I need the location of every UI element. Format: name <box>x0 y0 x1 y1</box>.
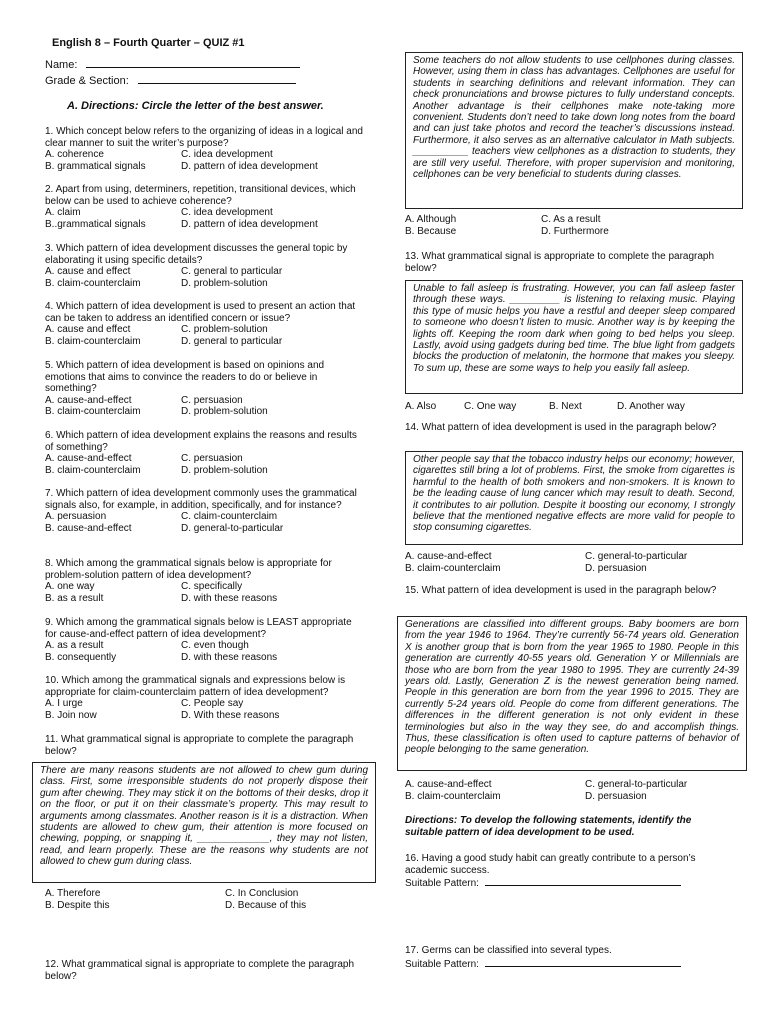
option-a[interactable]: A. coherence <box>45 149 104 161</box>
option-c[interactable]: C. In Conclusion <box>225 888 299 899</box>
option-c[interactable]: C. One way <box>464 401 517 412</box>
question-text: 3. Which pattern of idea development discusses the general topic by elaborating it using specific details? <box>45 243 348 266</box>
option-a[interactable]: A. one way <box>45 581 95 593</box>
option-d[interactable]: D. pattern of idea development <box>181 160 318 172</box>
answer-options <box>45 511 365 534</box>
option-c[interactable]: C. As a result <box>541 214 601 225</box>
question-16 <box>405 853 735 890</box>
option-d[interactable]: D. with these reasons <box>181 651 278 663</box>
question-text: 16. Having a good study habit can greatly contribute to a person’s academic success. <box>405 853 696 876</box>
suitable-pattern-label: Suitable Pattern: <box>405 878 479 890</box>
question-text: 11. What grammatical signal is appropriate to complete the paragraph below? <box>45 734 354 757</box>
option-a[interactable]: A. as a result <box>45 640 104 652</box>
answer-options <box>45 453 365 476</box>
option-b[interactable]: B. claim-counterclaim <box>45 406 141 418</box>
question-text: 13. What grammatical signal is appropriate to complete the paragraph below? <box>405 251 715 274</box>
option-a[interactable]: A. Therefore <box>45 888 101 899</box>
passage-box-15: Generations are classified into different groups. Baby boomers are born from the year 1946 to 1964. They’re currently 56-74 years old. Generation X is another group that is born from the year 1965 to 1980. People in this generation are currently 40-55 years old. Generation Y or Millennials are those who are born from the year 1980 to 1995. They are currently 24-39 years old. Lastly, Generation Z is the newest generation being named. People in this generation are born from the year 1996 to 2015. They are currently 5-24 years old. People do come from different generations. The differences in the different generation is not only evident in these terminologies but also in the way they see, do and accomplish things. Thus, these classification is often used to capture patterns of behavior of people belonging to the same generation. <box>397 616 747 771</box>
option-c[interactable]: C. idea development <box>181 207 273 219</box>
answer-blank[interactable] <box>485 957 681 967</box>
suitable-pattern-field[interactable] <box>405 876 735 890</box>
answer-options <box>45 698 365 721</box>
option-b[interactable]: B. claim-counterclaim <box>405 562 501 574</box>
option-b[interactable]: B. consequently <box>45 651 117 663</box>
option-d[interactable]: D. Another way <box>617 401 685 412</box>
option-a[interactable]: A. cause-and-effect <box>405 551 492 562</box>
question-13-options <box>405 401 743 413</box>
grade-section-field[interactable] <box>45 74 296 88</box>
question-text: 7. Which pattern of idea development commonly uses the grammatical signals also, for example, in addition, specifically, and for instance? <box>45 488 357 511</box>
option-d[interactable]: D. With these reasons <box>181 709 280 721</box>
option-b[interactable]: B. claim-counterclaim <box>45 464 141 476</box>
section-b-directions: Directions: To develop the following statements, identify the suitable pattern of idea development to be used. <box>405 815 692 838</box>
question-6 <box>45 430 365 476</box>
section-a-directions: A. Directions: Circle the letter of the best answer. <box>67 100 324 112</box>
option-c[interactable]: C. even though <box>181 640 249 652</box>
option-a[interactable]: A. Also <box>405 401 437 412</box>
option-d[interactable]: D. general to particular <box>181 335 283 347</box>
question-text: 1. Which concept below refers to the organizing of ideas in a logical and clear manner to suit the writer’s purpose? <box>45 126 363 149</box>
option-b[interactable]: B. cause-and-effect <box>45 522 132 534</box>
option-b[interactable]: B. claim-counterclaim <box>45 335 141 347</box>
option-c[interactable]: C. general-to-particular <box>585 551 688 562</box>
option-c[interactable]: C. general-to-particular <box>585 779 688 790</box>
answer-options <box>45 266 365 289</box>
quiz-title: English 8 – Fourth Quarter – QUIZ #1 <box>52 37 245 49</box>
passage-box-12: Some teachers do not allow students to use cellphones during classes. However, using them in class has advantages. Cellphones are useful for students in searching definitions and relevant information. They can check pronunciations and browse pictures to fully understand concepts. Another advantage is their cellphones make note-taking more convenient. Students don’t need to take down long notes from the board and can just take photos and record the teacher’s discussions instead. Furthermore, it also serves as an alternative calculator in Math subjects. __________ teachers view cellphones as a distraction to students, they are still very useful. Therefore, with proper supervision and monitoring, cellphones can be very beneficial to students during classes. <box>405 52 743 209</box>
question-text: 12. What grammatical signal is appropriate to complete the paragraph below? <box>45 959 355 982</box>
option-c[interactable]: C. persuasion <box>181 394 243 406</box>
answer-options <box>45 395 365 418</box>
question-15-options <box>405 779 743 802</box>
name-blank[interactable] <box>86 58 300 68</box>
question-text: 2. Apart from using, determiners, repetition, transitional devices, which below can be used to achieve coherence? <box>45 184 356 207</box>
answer-options <box>45 324 365 347</box>
suitable-pattern-field[interactable] <box>405 957 735 971</box>
question-5 <box>45 360 365 418</box>
option-b[interactable]: B. Join now <box>45 709 97 721</box>
question-10 <box>45 675 365 721</box>
option-b[interactable]: B. Next <box>549 401 582 412</box>
question-text: 8. Which among the grammatical signals below is appropriate for problem-solution pattern of idea development? <box>45 558 332 581</box>
option-d[interactable]: D. Furthermore <box>541 225 609 237</box>
question-13 <box>405 251 735 274</box>
option-d[interactable]: D. pattern of idea development <box>181 218 318 230</box>
question-text: 14. What pattern of idea development is used in the paragraph below? <box>405 422 717 433</box>
question-11-options <box>45 888 365 911</box>
option-c[interactable]: C. People say <box>181 698 244 710</box>
question-text: 17. Germs can be classified into several types. <box>405 945 612 956</box>
question-12-options <box>405 214 743 237</box>
option-d[interactable]: D. problem-solution <box>181 406 268 418</box>
question-14 <box>405 422 735 434</box>
option-a[interactable]: A. cause-and-effect <box>45 453 132 465</box>
answer-blank[interactable] <box>485 876 681 886</box>
option-a[interactable]: A. cause and effect <box>45 266 131 278</box>
option-b[interactable]: B..grammatical signals <box>45 218 146 230</box>
question-8 <box>45 558 365 604</box>
question-11 <box>45 734 365 757</box>
question-15 <box>405 585 735 597</box>
question-text: 6. Which pattern of idea development explains the reasons and results of something? <box>45 430 357 453</box>
question-7 <box>45 488 365 534</box>
option-b[interactable]: B. Despite this <box>45 899 110 911</box>
option-c[interactable]: C. claim-counterclaim <box>181 511 278 523</box>
question-14-options <box>405 551 743 574</box>
question-text: 5. Which pattern of idea development is based on opinions and emotions that aims to convince the readers to do or believe in something? <box>45 360 325 395</box>
question-text: 4. Which pattern of idea development is used to present an action that can be taken to address an identified concern or issue? <box>45 301 356 324</box>
option-d[interactable]: D. problem-solution <box>181 277 268 289</box>
question-text: 15. What pattern of idea development is used in the paragraph below? <box>405 585 717 596</box>
option-b[interactable]: B. as a result <box>45 592 104 604</box>
option-b[interactable]: B. grammatical signals <box>45 160 146 172</box>
question-text: 10. Which among the grammatical signals and expressions below is appropriate for claim-counterclaim pattern of idea development? <box>45 675 346 698</box>
option-b[interactable]: B. claim-counterclaim <box>45 277 141 289</box>
question-12 <box>45 959 365 982</box>
question-9 <box>45 617 365 663</box>
answer-options <box>45 149 365 172</box>
question-3 <box>45 243 365 289</box>
answer-options <box>45 207 365 230</box>
answer-options <box>45 581 365 604</box>
option-d[interactable]: D. problem-solution <box>181 464 268 476</box>
option-d[interactable]: D. Because of this <box>225 899 307 911</box>
suitable-pattern-label: Suitable Pattern: <box>405 958 479 970</box>
option-a[interactable]: A. I urge <box>45 698 83 710</box>
option-d[interactable]: D. persuasion <box>585 790 647 802</box>
option-a[interactable]: A. cause and effect <box>45 324 131 336</box>
question-text: 9. Which among the grammatical signals below is LEAST appropriate for cause-and-effect pattern of idea development? <box>45 617 352 640</box>
option-a[interactable]: A. cause-and-effect <box>45 394 132 406</box>
option-b[interactable]: B. claim-counterclaim <box>405 790 501 802</box>
option-c[interactable]: C. problem-solution <box>181 324 268 336</box>
passage-box-11: There are many reasons students are not allowed to chew gum during class. First, some irresponsible students do not properly dispose their gum after chewing. They may stick it on the bottoms of their desks, drop it on the floor, or put it on their classmate’s property. This may result to arguments among classmates. Another reason is it is a distraction. When students are allowed to chew gum, their attention is more focused on chewing, popping, or snapping it, _____________, they may not listen, read, and learn properly. These are the reasons why students are not allowed to chew gum during class. <box>32 762 376 883</box>
option-c[interactable]: C. general to particular <box>181 266 283 278</box>
question-17 <box>405 945 735 970</box>
answer-options <box>45 640 365 663</box>
grade-blank[interactable] <box>138 74 296 84</box>
question-4 <box>45 301 365 347</box>
option-d[interactable]: D. general-to-particular <box>181 522 284 534</box>
option-c[interactable]: C. persuasion <box>181 453 243 465</box>
passage-box-13: Unable to fall asleep is frustrating. However, you can fall asleep faster through these ways. _________ is listening to relaxing music. Playing this type of music helps you have a restful and deeper sleep compared to someone who doesn’t listen to music. Another way is by keeping the lights off. Keeping the room dark when going to bed helps you sleep. Lastly, avoid using gadgets during bed time. The blue light from gadgets blocks the production of melatonin, the hormone that makes you sleepy. To sum up, these are some ways to help you easily fall asleep. <box>405 280 743 394</box>
passage-box-14: Other people say that the tobacco industry helps our economy; however, cigarettes still bring a lot of problems. First, the smoke from cigarettes is harmful to the health of both smokers and non-smokers. It is known to be the leading cause of lung cancer which may result to death. Second, it contributes to air pollution. Despite it boosting our economy, I strongly believe that the mentioned negative effects are more valid for people to stop consuming cigarettes. <box>405 451 743 545</box>
question-2 <box>45 184 365 230</box>
grade-label: Grade & Section: <box>45 75 129 87</box>
option-d[interactable]: D. persuasion <box>585 562 647 574</box>
option-a[interactable]: A. persuasion <box>45 511 107 523</box>
option-a[interactable]: A. claim <box>45 207 81 219</box>
option-a[interactable]: A. cause-and-effect <box>405 779 492 790</box>
option-c[interactable]: C. idea development <box>181 149 273 161</box>
option-c[interactable]: C. specifically <box>181 581 243 593</box>
name-field[interactable] <box>45 58 300 72</box>
option-b[interactable]: B. Because <box>405 225 457 237</box>
option-d[interactable]: D. with these reasons <box>181 592 278 604</box>
option-a[interactable]: A. Although <box>405 214 457 225</box>
name-label: Name: <box>45 59 78 71</box>
question-1 <box>45 126 365 172</box>
